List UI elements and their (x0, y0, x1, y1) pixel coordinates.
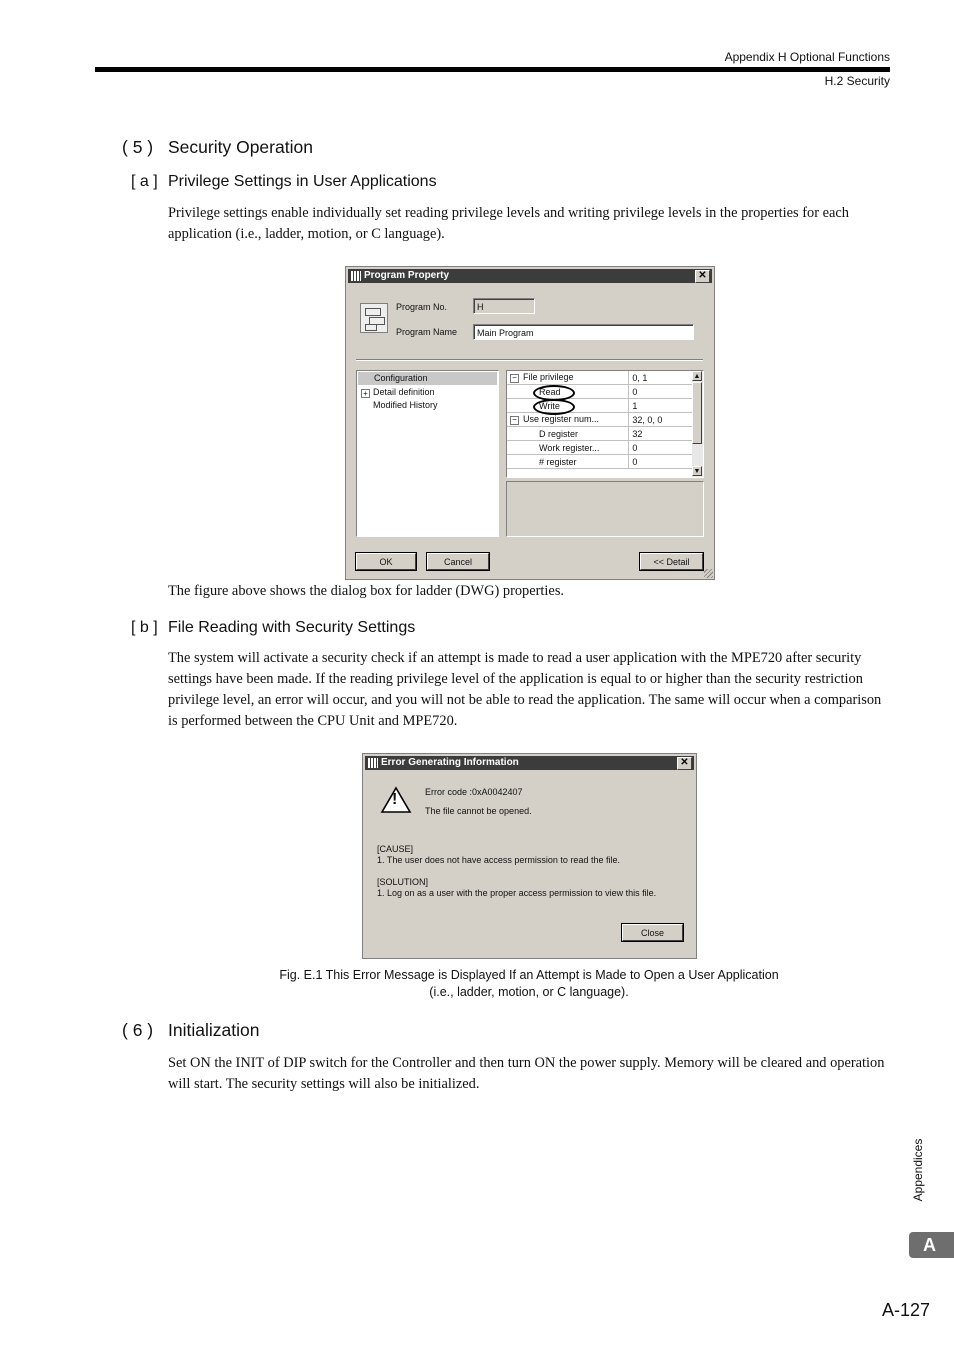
figure-caption-line2: (i.e., ladder, motion, or C language). (429, 985, 629, 999)
running-header-chapter: Appendix H Optional Functions (724, 50, 890, 64)
section-title: Initialization (168, 1020, 260, 1040)
section-title: Security Operation (168, 137, 313, 157)
section-number: ( 6 ) (122, 1020, 154, 1040)
tree-item-modified-history[interactable]: Modified History (373, 400, 438, 410)
scroll-thumb[interactable] (692, 382, 702, 444)
section-5-heading (122, 137, 313, 158)
separator (356, 359, 703, 361)
scroll-down-icon[interactable]: ▼ (693, 468, 701, 475)
error-message: The file cannot be opened. (425, 806, 532, 816)
close-button[interactable]: Close (622, 924, 683, 941)
resize-grip[interactable] (704, 569, 713, 578)
scroll-up-icon[interactable]: ▲ (693, 373, 701, 380)
grid-name-cell: D register (507, 427, 629, 441)
program-name-label: Program Name (396, 327, 458, 337)
error-code: Error code :0xA0042407 (425, 787, 523, 797)
grid-row[interactable] (507, 427, 703, 441)
side-tab-label: Appendices (911, 1138, 925, 1202)
close-icon[interactable]: ✕ (677, 757, 692, 770)
expand-icon[interactable]: + (361, 389, 370, 398)
grid-name-cell: Write (507, 399, 629, 413)
grid-name-cell (507, 371, 629, 385)
tree-panel (356, 370, 499, 537)
program-property-dialog (345, 266, 715, 580)
grid-value-cell[interactable]: 0 (629, 385, 703, 399)
grid-name-cell: # register (507, 455, 629, 469)
grid-value-cell[interactable]: 0, 1 (629, 371, 703, 385)
vertical-scrollbar[interactable] (692, 371, 703, 477)
grid-row[interactable] (507, 413, 703, 427)
header-rule (95, 67, 890, 72)
collapse-icon[interactable]: − (510, 416, 519, 425)
app-icon (351, 271, 361, 281)
ok-button[interactable]: OK (356, 553, 416, 570)
error-dialog (362, 753, 697, 959)
app-icon (368, 758, 378, 768)
subsection-a-body: Privilege settings enable individually set reading privilege levels and writing privilege levels in the properties for each application (i.e., ladder, motion, or C language). (168, 205, 849, 242)
cancel-button[interactable]: Cancel (427, 553, 489, 570)
detail-button[interactable]: << Detail (640, 553, 703, 570)
subsection-title: Privilege Settings in User Applications (168, 173, 437, 190)
property-grid-panel (506, 370, 704, 478)
subsection-a-heading (131, 173, 437, 191)
cause-text: 1. The user does not have access permission to read the file. (377, 855, 620, 865)
dialog-title: Program Property (364, 270, 450, 281)
program-no-field[interactable]: H (473, 298, 535, 314)
tree-item-detail-definition[interactable]: Detail definition (373, 387, 435, 397)
grid-row[interactable] (507, 371, 703, 385)
solution-heading: [SOLUTION] (377, 877, 429, 887)
warning-glyph: ! (392, 791, 398, 808)
solution-text: 1. Log on as a user with the proper access permission to view this file. (377, 888, 657, 898)
grid-value-cell[interactable]: 0 (629, 441, 703, 455)
grid-row[interactable] (507, 441, 703, 455)
grid-row[interactable] (507, 455, 703, 469)
tree-item-configuration[interactable]: Configuration (358, 372, 497, 385)
subsection-b-heading (131, 619, 415, 637)
subsection-number: [ b ] (131, 619, 158, 636)
cause-heading: [CAUSE] (377, 844, 414, 854)
grid-value-cell[interactable]: 0 (629, 455, 703, 469)
dialog-titlebar (365, 756, 694, 770)
description-panel (506, 481, 704, 537)
grid-value-cell[interactable]: 1 (629, 399, 703, 413)
subsection-title: File Reading with Security Settings (168, 619, 416, 636)
collapse-icon[interactable]: − (510, 374, 519, 383)
side-tab-letter: A (909, 1232, 954, 1258)
figure-caption-line1: Fig. E.1 This Error Message is Displayed If an Attempt is Made to Open a User Application (279, 968, 779, 982)
running-header-section: H.2 Security (824, 74, 890, 88)
subsection-b-body: The system will activate a security check if an attempt is made to read a user application with the MPE720 after security settings have been made. If the reading privilege level of the application is equal to or higher than the security restriction privilege level, an error will occur, and you will not be able to read the application. The same will occur when a comparison is performed between the CPU Unit and MPE720. (168, 650, 882, 729)
figure-note: The figure above shows the dialog box for ladder (DWG) properties. (168, 583, 565, 599)
grid-name-cell: Work register... (507, 441, 629, 455)
close-icon[interactable]: ✕ (695, 270, 710, 283)
program-icon (360, 303, 388, 333)
dialog-titlebar (348, 269, 712, 283)
section-number: ( 5 ) (122, 137, 154, 157)
dialog-title: Error Generating Information (381, 757, 519, 768)
grid-value-cell[interactable]: 32, 0, 0 (629, 413, 703, 427)
section-6-body: Set ON the INIT of DIP switch for the Controller and then turn ON the power supply. Memory will be cleared and operation will start. The security settings will also be initialized. (168, 1055, 885, 1092)
program-no-label: Program No. (396, 302, 448, 312)
property-grid (507, 371, 703, 469)
grid-value-cell[interactable]: 32 (629, 427, 703, 441)
grid-name-cell: Read (507, 385, 629, 399)
page-number: A-127 (881, 1300, 930, 1320)
section-6-heading (122, 1020, 259, 1041)
program-name-field[interactable]: Main Program (473, 324, 694, 340)
grid-name-text: Use register num... (523, 414, 600, 425)
grid-name-cell (507, 413, 629, 427)
grid-name-text: File privilege (523, 372, 574, 383)
highlight-write-oval (533, 399, 575, 415)
subsection-number: [ a ] (131, 173, 158, 190)
